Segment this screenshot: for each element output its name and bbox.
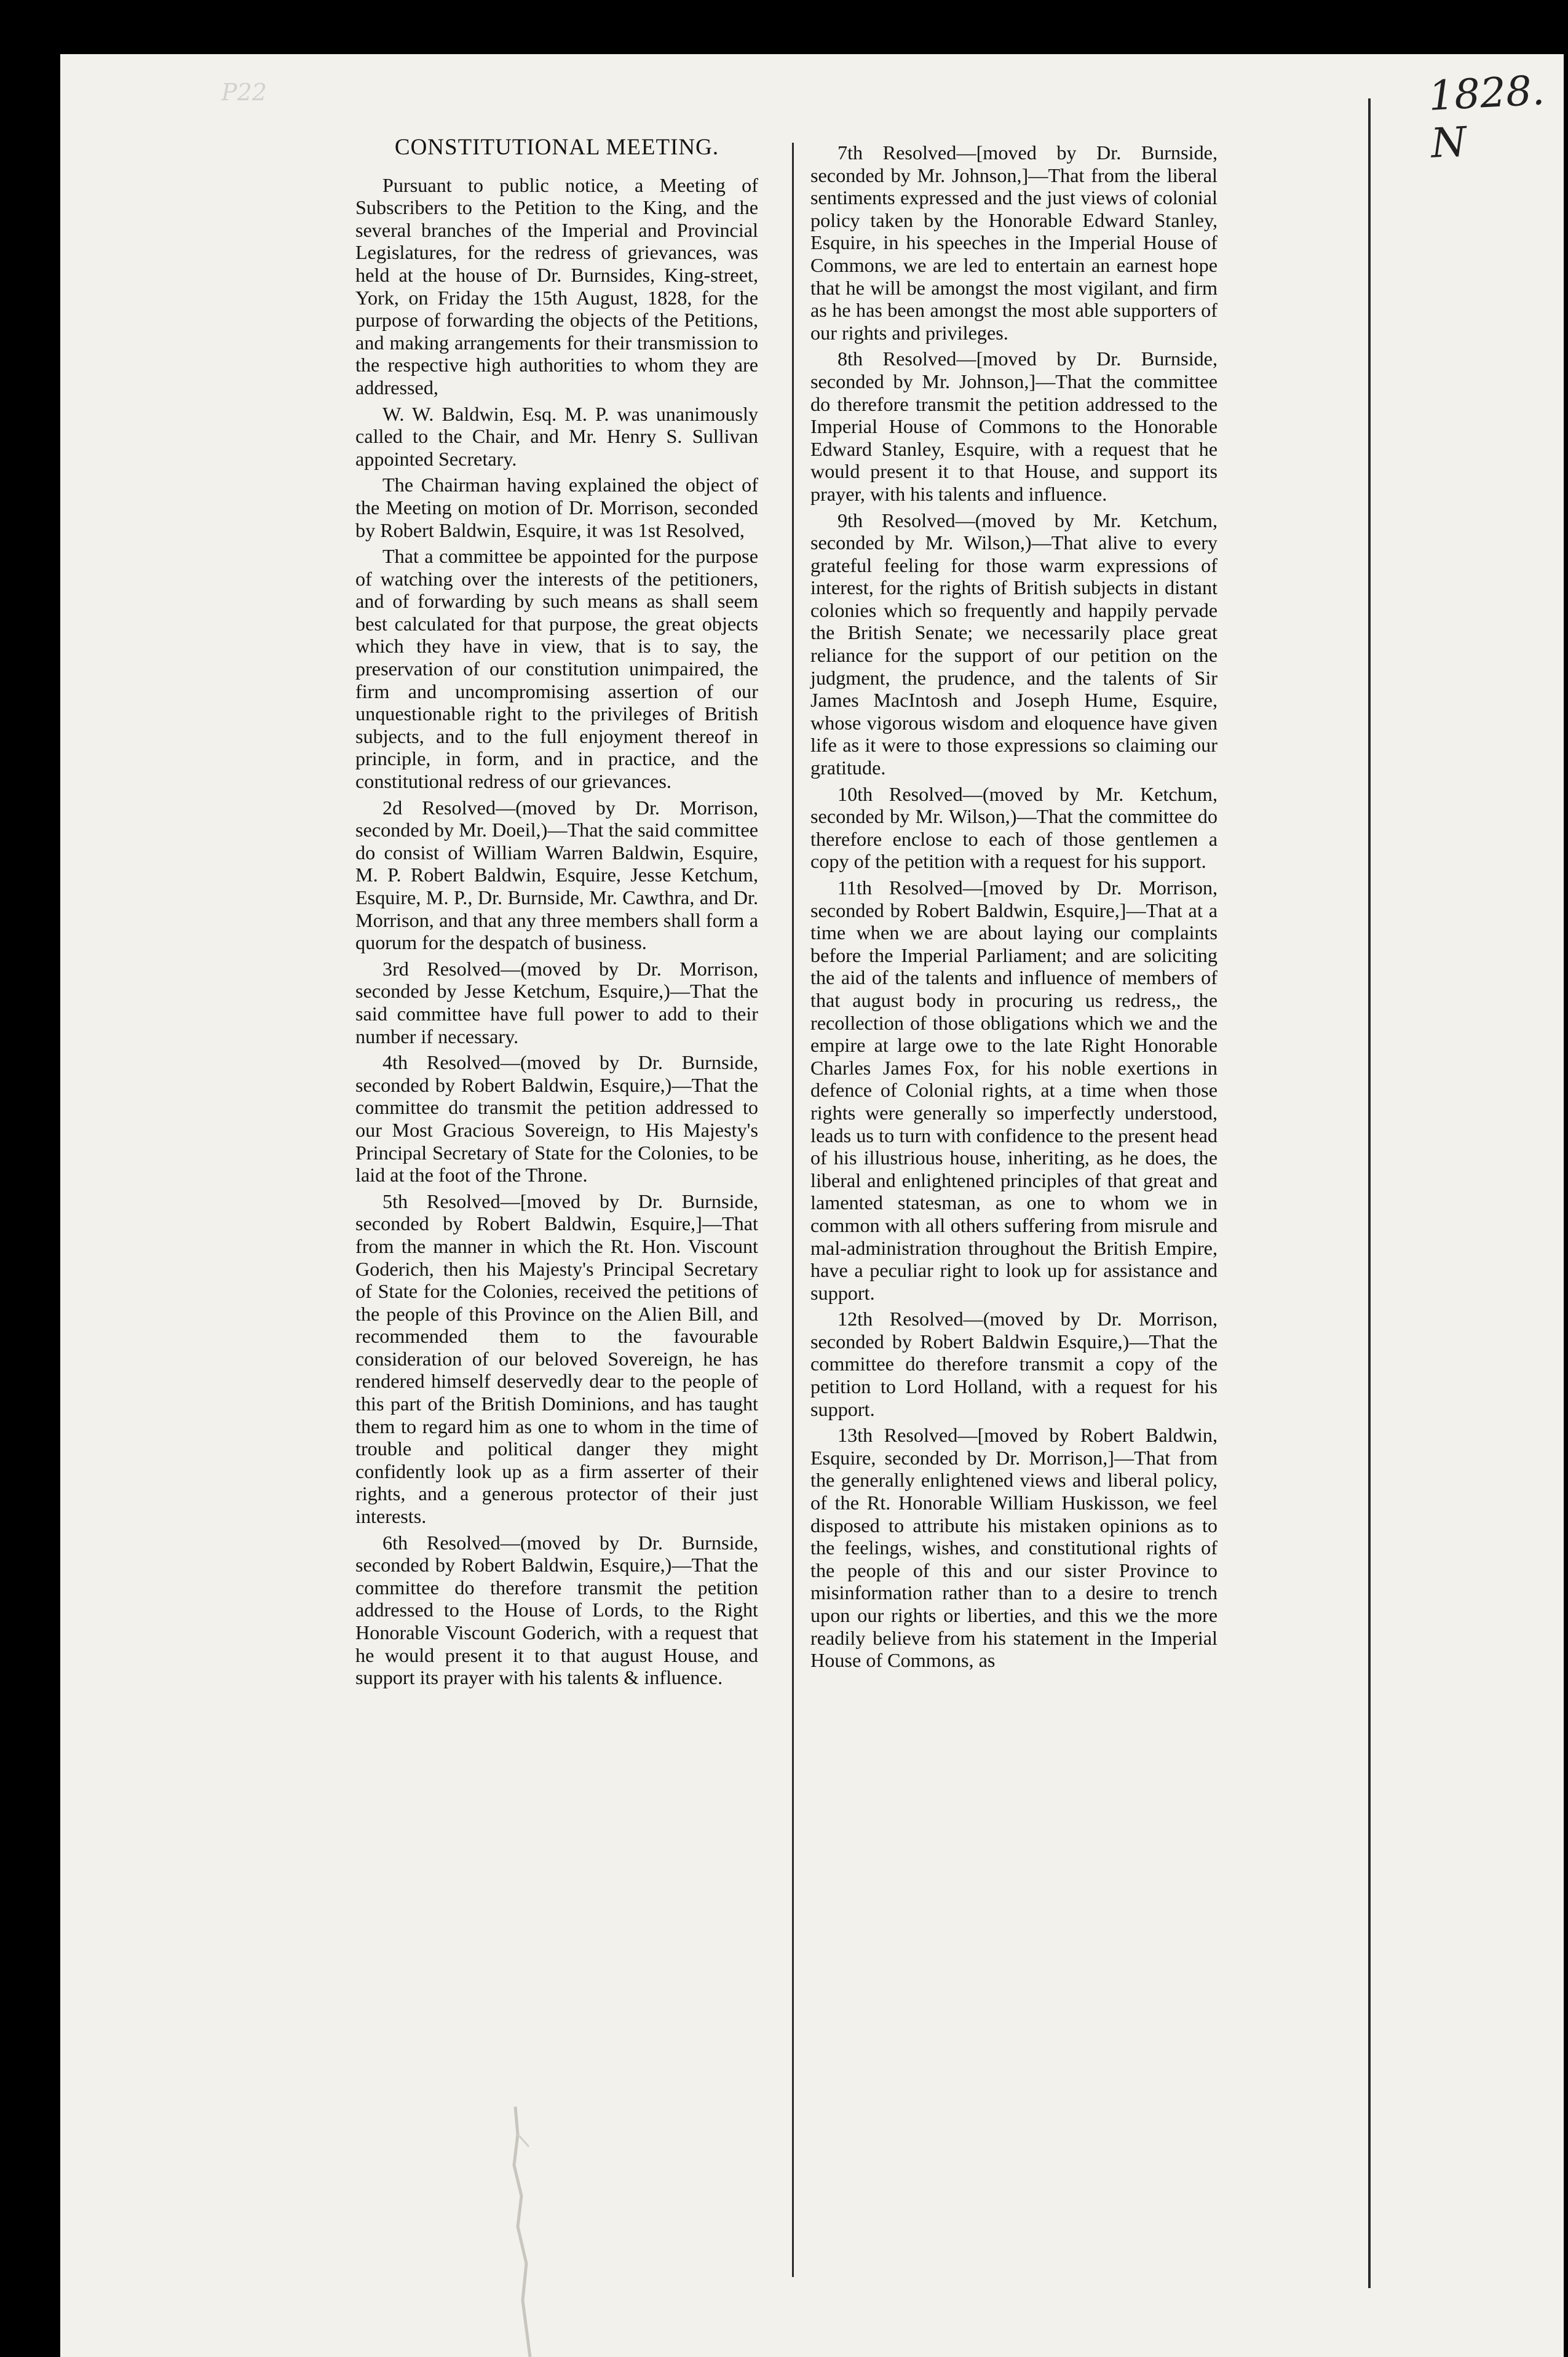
left-column-paragraph: 2d Resolved—(moved by Dr. Morrison, seconded by Mr. Doeil,)—That the said committee do consist of William Warren Baldwin, Esquire, M. P. Robert Baldwin, Esquire, Jesse Ketchum, Esquire, M. P., Dr. Burnside, Mr. Cawthra, and Dr. Morrison, and that any three members shall form a quorum for the despatch of business. [355,796,758,954]
handwritten-note: 1828. N [1427,66,1546,167]
right-column-paragraph: 13th Resolved—[moved by Robert Baldwin, Esquire, seconded by Dr. Morrison,]—That from the generally enlightened views and liberal policy, of the Rt. Honorable William Huskisson, we feel disposed to attribute his mistaken opinions as to the feelings, wishes, and constitutional rights of the people of this and our sister Province to misinformation rather than to a desire to trench upon our rights or liberties, and this we the more readily believe from his statement in the Imperial House of Commons, as [810,1424,1218,1672]
text-column-left [355,137,758,1693]
document-title: CONSTITUTIONAL MEETING. [394,135,719,160]
text-column-right [810,141,1218,1675]
right-column-paragraph: 10th Resolved—(moved by Mr. Ketchum, seconded by Mr. Wilson,)—That the committee do therefore enclose to each of those gentlemen a copy of the petition with a request for his support. [810,782,1218,873]
right-column-paragraph: 9th Resolved—(moved by Mr. Ketchum, seconded by Mr. Wilson,)—That alive to every grateful feeling for those warm expressions of interest, for the rights of British subjects in distant colonies which so frequently and happily pervade the British Senate; we necessarily place great reliance for the support of our petition on the judgment, the prudence, and the talents of Sir James MacIntosh and Joseph Hume, Esquire, whose vigorous wisdom and eloquence have given life as it were to those expressions so claiming our gratitude. [810,509,1218,779]
left-column-paragraphs [355,174,758,1689]
left-column-paragraph: Pursuant to public notice, a Meeting of Subscribers to the Petition to the King, and the several branches of the Imperial and Provincial Legislatures, for the redress of grievances, was held at the house of Dr. Burnsides, King-street, York, on Friday the 15th August, 1828, for the purpose of forwarding the objects of the Petitions, and making arrangements for their transmission to the respective high authorities to whom they are addressed, [355,173,758,399]
left-column-paragraph: That a committee be appointed for the purpose of watching over the interests of the petitioners, and of forwarding by such means as shall seem best calculated for that purpose, the great objects which they have in view, that is to say, the preservation of our constitution unimpaired, the firm and uncompromising assertion of our unquestionable right to the privileges of British subjects, and to the full enjoyment thereof in principle, in form, and in practice, and the constitutional redress of our grievances. [355,545,758,793]
right-column-paragraph: 7th Resolved—[moved by Dr. Burnside, seconded by Mr. Johnson,]—That from the liberal sentiments expressed and the just views of colonial policy taken by the Honorable Edward Stanley, Esquire, in his speeches in the Imperial House of Commons, we are led to entertain an earnest hope that he will be amongst the most vigilant, and firm as he has been amongst the most able supporters of our rights and privileges. [810,141,1218,344]
column-divider [792,143,794,2277]
faint-pencil-note: P22 [221,79,267,106]
left-column-paragraph: 3rd Resolved—(moved by Dr. Morrison, seconded by Jesse Ketchum, Esquire,)—That the said committee have full power to add to their number if necessary. [355,957,758,1047]
page-edge-rule [1368,98,1371,2288]
right-column-paragraph: 8th Resolved—[moved by Dr. Burnside, seconded by Mr. Johnson,]—That the committee do therefore transmit the petition addressed to the Imperial House of Commons to the Honorable Edward Stanley, Esquire, with a request that he would present it to that House, and support its prayer, with his talents and influence. [810,348,1218,505]
left-column-paragraph: W. W. Baldwin, Esq. M. P. was unanimously called to the Chair, and Mr. Henry S. Sullivan appointed Secretary. [355,402,758,470]
right-column-paragraph: 11th Resolved—[moved by Dr. Morrison, seconded by Robert Baldwin, Esquire,]—That at a time when we are about laying our complaints before the Imperial Parliament; and are soliciting the aid of the talents and influence of members of that august body in procuring us redress,, the recollection of those obligations which we and the empire at large owe to the late Right Honorable Charles James Fox, for his noble exertions in defence of Colonial rights, at a time when those rights were generally so imperfectly understood, leads us to turn with confidence to the present head of his illustrious house, inheriting, as he does, the liberal and enlightened principles of that great and lamented statesman, as one to whom we in common with all others suffering from misrule and mal-administration throughout the British Empire, have a peculiar right to look up for assistance and support. [810,876,1218,1304]
left-column-paragraph: 6th Resolved—(moved by Dr. Burnside, seconded by Robert Baldwin, Esquire,)—That the committee do therefore transmit the petition addressed to the House of Lords, to the Right Honorable Viscount Goderich, with a request that he would present it to that august House, and support its prayer with his talents & influence. [355,1531,758,1689]
left-column-paragraph: 4th Resolved—(moved by Dr. Burnside, seconded by Robert Baldwin, Esquire,)—That the committee do transmit the petition addressed to our Most Gracious Sovereign, to His Majesty's Principal Secretary of State for the Colonies, to be laid at the foot of the Throne. [355,1051,758,1186]
left-column-paragraph: 5th Resolved—[moved by Dr. Burnside, seconded by Robert Baldwin, Esquire,]—That from the manner in which the Rt. Hon. Viscount Goderich, then his Majesty's Principal Secretary of State for the Colonies, received the petitions of the people of this Province on the Alien Bill, and recommended them to the favourable consideration of our beloved Sovereign, he has rendered himself deservedly dear to the people of this part of the British Dominions, and has taught them to regard him as one to whom in the time of trouble and political danger they might confidently look up as a firm asserter of their rights, and a generous protector of their just interests. [355,1190,758,1528]
right-column-paragraphs [810,141,1218,1672]
left-column-paragraph: The Chairman having explained the object of the Meeting on motion of Dr. Morrison, seconded by Robert Baldwin, Esquire, it was 1st Resolved, [355,474,758,541]
right-column-paragraph: 12th Resolved—(moved by Dr. Morrison, seconded by Robert Baldwin Esquire,)—That the committee do therefore transmit a copy of the petition to Lord Holland, with a request for his support. [810,1308,1218,1420]
